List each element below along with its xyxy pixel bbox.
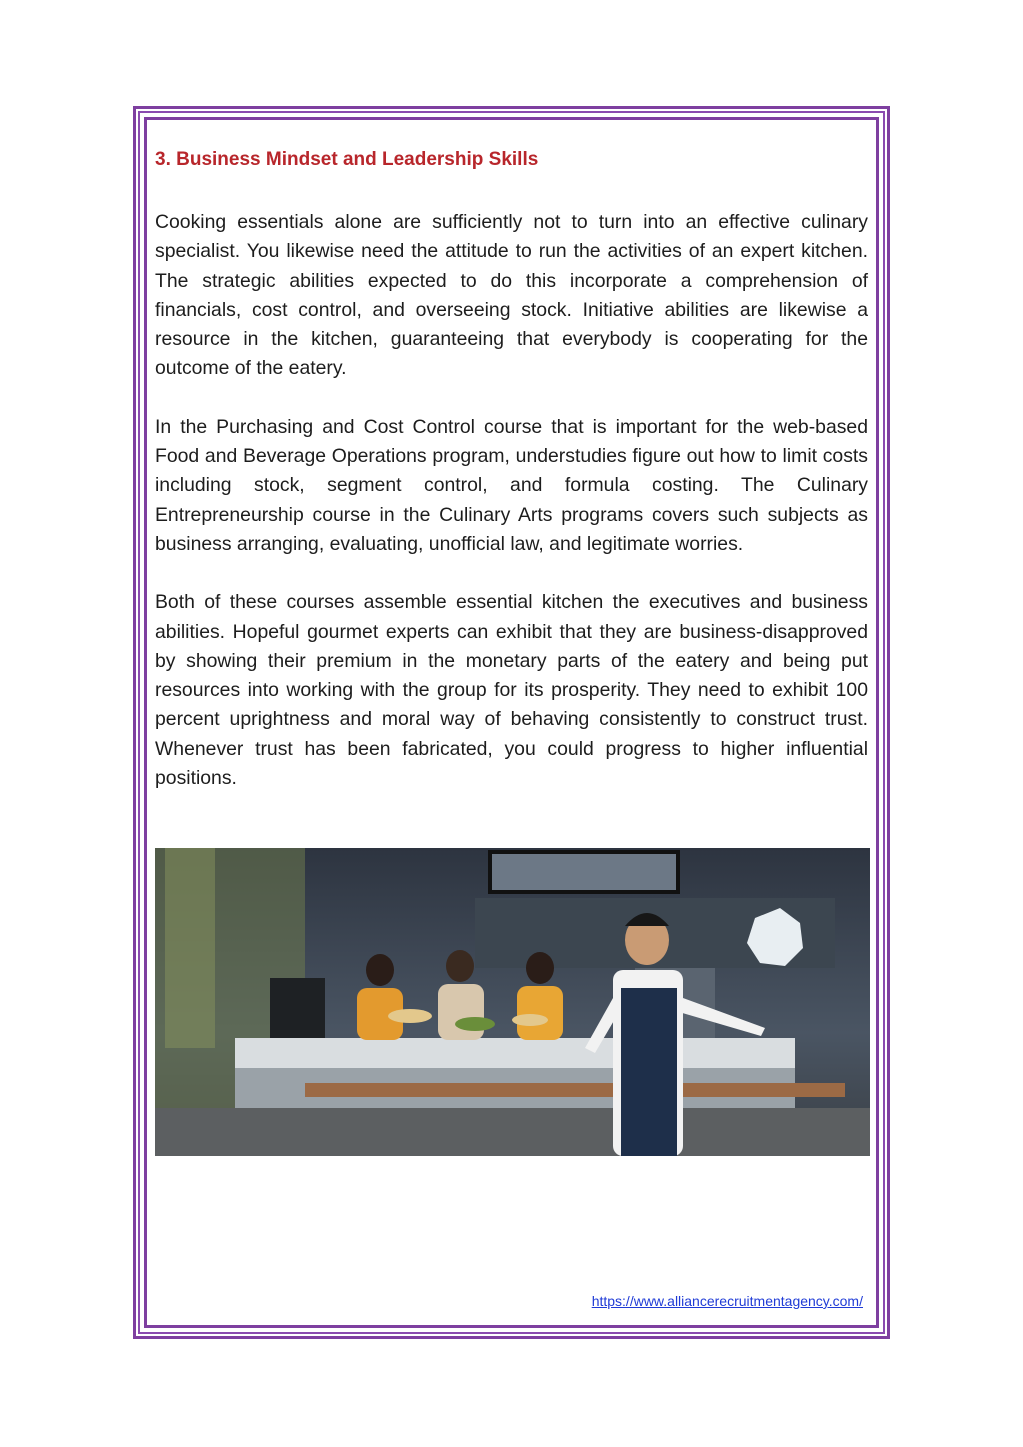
kitchen-team-photo — [155, 848, 870, 1156]
paragraph-1: Cooking essentials alone are sufficiently not to turn into an effective culinary specialist. You likewise need the attitude to run the activities of an expert kitchen. The strategic abilities expected to do this incorporate a comprehension of financials, cost control, and overseeing stock. Initiative abilities are likewise a resource in the kitchen, guaranteeing that everybody is cooperating for the outcome of the eatery. — [155, 211, 868, 380]
article-content — [155, 140, 868, 822]
paragraph-2: In the Purchasing and Cost Control course that is important for the web-based Food and Beverage Operations program, understudies figure out how to limit costs including stock, segment control, and formula costing. The Culinary Entrepreneurship course in the Culinary Arts programs covers such subjects as business arranging, evaluating, unofficial law, and legitimate worries. — [155, 415, 868, 555]
paragraph-3: Both of these courses assemble essential kitchen the executives and business abilities. Hopeful gourmet experts can exhibit that they are business-disapproved by showing their premium in the monetary parts of the eatery and being put resources into working with the group for its prosperity. They need to exhibit 100 percent uprightness and moral way of behaving consistently to construct trust. Whenever trust has been fabricated, you could progress to higher influential positions. — [155, 591, 868, 790]
section-heading: 3. Business Mindset and Leadership Skills — [155, 149, 539, 170]
website-link[interactable]: https://www.alliancerecruitmentagency.com/ — [591, 1293, 863, 1309]
